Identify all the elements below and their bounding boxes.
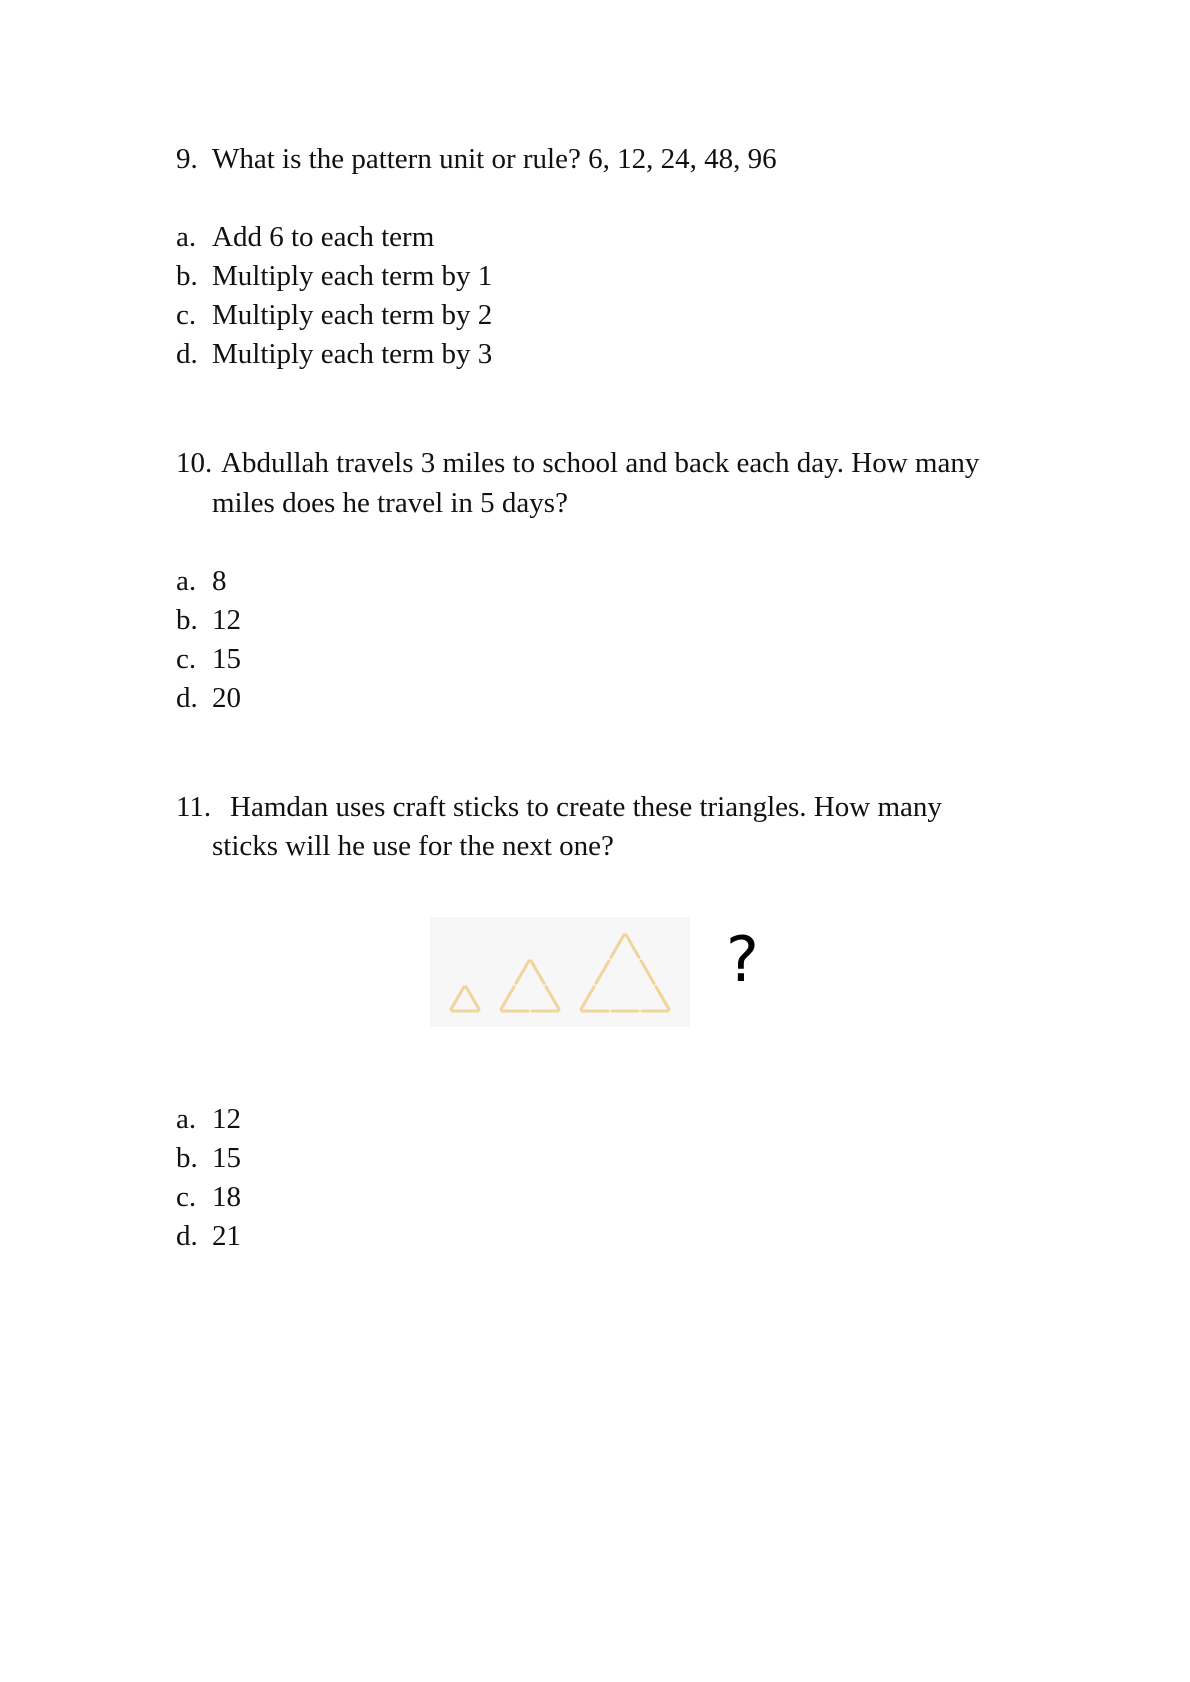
- option-letter: a.: [176, 1103, 197, 1135]
- option-letter: a.: [176, 565, 197, 597]
- craft-stick-t3-s3-2: [596, 961, 609, 984]
- option-text: Multiply each term by 3: [212, 338, 493, 370]
- question-mark: ?: [726, 923, 759, 996]
- option-letter: c.: [176, 1181, 197, 1213]
- option-10a: [176, 563, 476, 599]
- question-number: 11.: [176, 791, 212, 823]
- option-11d: [176, 1218, 476, 1254]
- option-9b: [176, 258, 676, 294]
- option-11a: [176, 1101, 476, 1137]
- option-letter: b.: [176, 260, 198, 292]
- question-text: What is the pattern unit or rule? 6, 12, 24, 48, 96: [212, 143, 777, 175]
- option-text: 21: [212, 1220, 241, 1252]
- craft-stick-t3-s2-3: [626, 935, 639, 958]
- question-10: [176, 445, 1076, 481]
- craft-stick-t2-s2-1: [546, 987, 559, 1010]
- triangle-pattern-figure: [430, 917, 690, 1027]
- option-text: 12: [212, 1103, 241, 1135]
- option-text: 12: [212, 604, 241, 636]
- craft-stick-t3-s2-2: [641, 961, 654, 984]
- triangle-pattern-svg: [430, 917, 690, 1027]
- option-9c: [176, 297, 676, 333]
- option-10c: [176, 641, 476, 677]
- question-text-line-2: miles does he travel in 5 days?: [212, 487, 568, 519]
- craft-stick-t3-s3-3: [581, 987, 594, 1010]
- question-number: 9.: [176, 143, 198, 175]
- option-text: Multiply each term by 2: [212, 299, 493, 331]
- option-letter: d.: [176, 338, 198, 370]
- option-11b: [176, 1140, 476, 1176]
- option-text: 20: [212, 682, 241, 714]
- option-text: Add 6 to each term: [212, 221, 435, 253]
- question-text-line-2: sticks will he use for the next one?: [212, 830, 614, 862]
- question-9: [176, 141, 1076, 177]
- craft-stick-t2-s3-1: [516, 961, 529, 984]
- option-text: 18: [212, 1181, 241, 1213]
- option-text: 8: [212, 565, 227, 597]
- question-text-line-1: Abdullah travels 3 miles to school and back each day. How many: [221, 447, 980, 479]
- option-9a: [176, 219, 676, 255]
- question-text-line-1: Hamdan uses craft sticks to create these triangles. How many: [230, 791, 942, 823]
- option-10d: [176, 680, 476, 716]
- option-letter: c.: [176, 299, 197, 331]
- option-9d: [176, 336, 676, 372]
- question-number: 10.: [176, 447, 213, 479]
- craft-stick-t2-s3-2: [501, 987, 514, 1010]
- option-text: 15: [212, 643, 241, 675]
- option-letter: b.: [176, 604, 198, 636]
- option-10b: [176, 602, 476, 638]
- option-letter: d.: [176, 682, 198, 714]
- option-letter: d.: [176, 1220, 198, 1252]
- craft-stick-t3-s2-1: [656, 987, 669, 1010]
- craft-stick-t1-s2-1: [466, 987, 479, 1010]
- craft-stick-t2-s2-2: [531, 961, 544, 984]
- question-11: [176, 789, 1076, 825]
- craft-stick-t1-s3-1: [451, 987, 464, 1010]
- option-text: Multiply each term by 1: [212, 260, 493, 292]
- option-text: 15: [212, 1142, 241, 1174]
- craft-stick-t3-s3-1: [611, 935, 624, 958]
- option-letter: c.: [176, 643, 197, 675]
- option-letter: b.: [176, 1142, 198, 1174]
- option-letter: a.: [176, 221, 197, 253]
- option-11c: [176, 1179, 476, 1215]
